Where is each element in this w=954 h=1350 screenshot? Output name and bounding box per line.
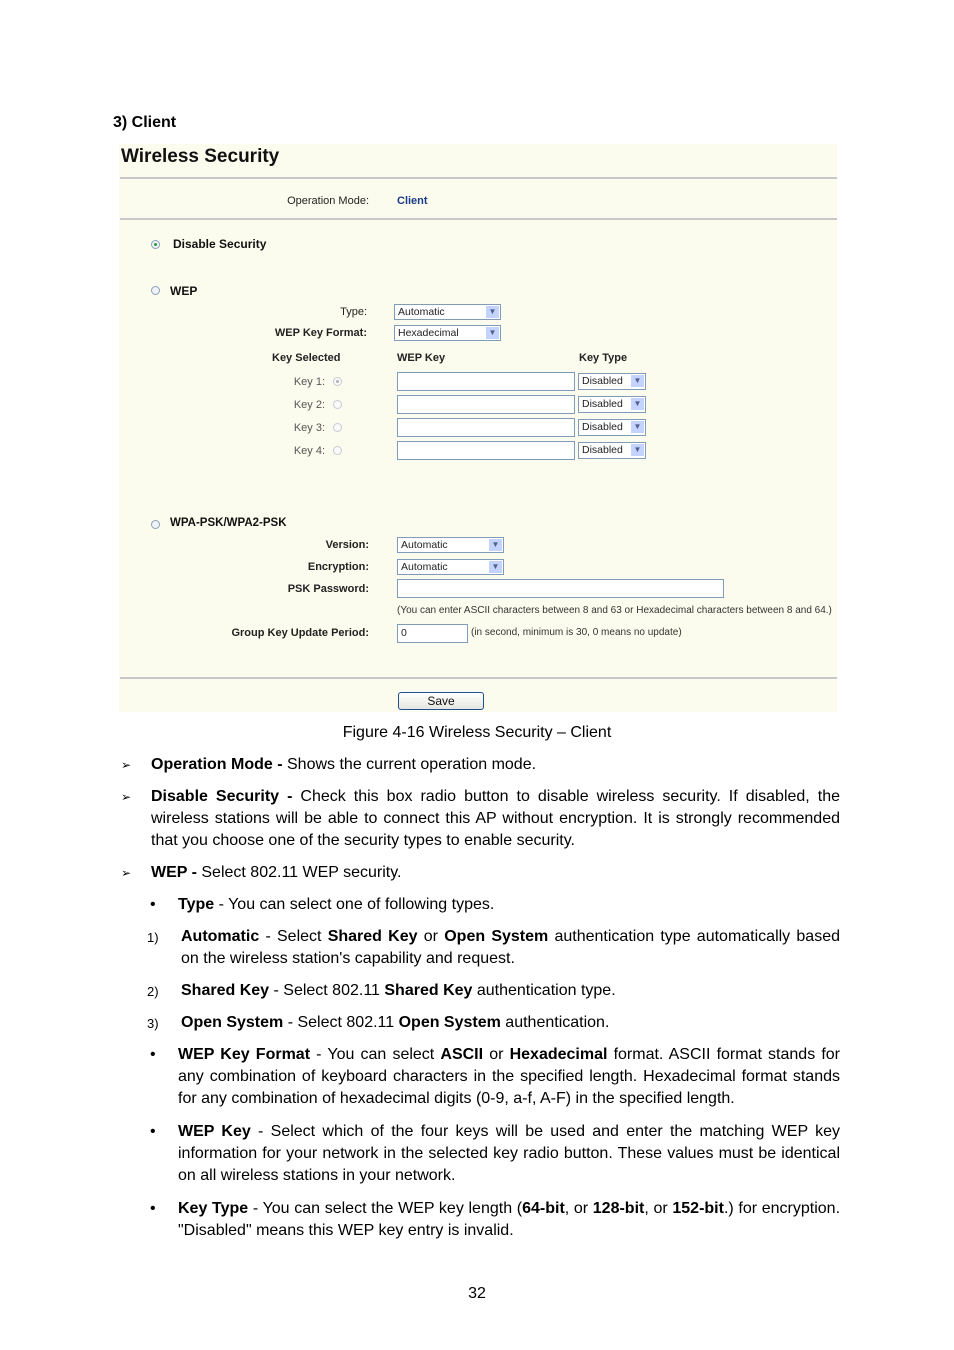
key-4-radio[interactable] bbox=[333, 446, 342, 455]
bullet-disable-security: Disable Security - Check this box radio button to disable wireless security. If disabled, the wireless stations will be able to connect this AP without encryption. It is strongly recommended that you choose one of the security types to enable security. bbox=[151, 788, 840, 849]
col-key-selected: Key Selected bbox=[272, 352, 341, 364]
chevron-down-icon: ▼ bbox=[489, 539, 502, 551]
panel-title: Wireless Security bbox=[121, 146, 280, 167]
wep-type-select[interactable] bbox=[394, 304, 501, 320]
wpa-encryption-value: Automatic bbox=[401, 561, 448, 573]
disable-security-radio[interactable] bbox=[151, 240, 160, 249]
operation-mode-value: Client bbox=[397, 195, 428, 207]
psk-password-label: PSK Password: bbox=[287, 583, 369, 595]
arrow-bullet-icon: ➢ bbox=[121, 758, 132, 772]
wep-radio[interactable] bbox=[151, 286, 160, 295]
key-1-label: Key 1: bbox=[293, 376, 325, 388]
bullet-operation-mode: Operation Mode - Shows the current operation mode. bbox=[151, 756, 537, 773]
section-heading: 3) Client bbox=[113, 114, 177, 131]
arrow-bullet-icon: ➢ bbox=[121, 790, 132, 804]
wpa-version-label: Version: bbox=[325, 539, 369, 551]
number-marker: 3) bbox=[147, 1016, 159, 1031]
sub-bullet-key-type: Key Type - You can select the WEP key length (64-bit, or 128-bit, or 152-bit.) for encryption. "Disabled" means this WEP key entry is invalid. bbox=[178, 1200, 841, 1239]
key-2-type-select[interactable] bbox=[578, 396, 646, 413]
group-key-update-label: Group Key Update Period: bbox=[231, 627, 369, 639]
key-3-label: Key 3: bbox=[293, 422, 325, 434]
chevron-down-icon: ▼ bbox=[631, 375, 644, 387]
key-2-label: Key 2: bbox=[293, 399, 325, 411]
chevron-down-icon: ▼ bbox=[631, 444, 644, 456]
key-1-type-select[interactable] bbox=[578, 373, 646, 390]
chevron-down-icon: ▼ bbox=[631, 421, 644, 433]
numbered-item-open-system: Open System - Select 802.11 Open System authentication. bbox=[181, 1014, 610, 1031]
group-key-update-hint: (in second, minimum is 30, 0 means no update) bbox=[471, 627, 682, 638]
chevron-down-icon: ▼ bbox=[486, 327, 499, 339]
wireless-security-panel bbox=[119, 144, 837, 712]
sub-bullet-wep-key: WEP Key - Select which of the four keys will be used and enter the matching WEP key information for your network in the selected key radio button. These values must be identical on all wireless stations in your network. bbox=[178, 1123, 840, 1184]
key-3-type-select[interactable] bbox=[578, 419, 646, 436]
dot-bullet-icon: • bbox=[150, 1123, 156, 1140]
key-3-input[interactable] bbox=[397, 418, 575, 437]
chevron-down-icon: ▼ bbox=[486, 306, 499, 318]
number-marker: 1) bbox=[147, 930, 159, 945]
chevron-down-icon: ▼ bbox=[489, 561, 502, 573]
wep-type-label: Type: bbox=[340, 306, 367, 318]
sub-bullet-key-format: WEP Key Format - You can select ASCII or Hexadecimal format. ASCII format stands for any combination of keyboard characters in the specified length. Hexadecimal format stands for any combination of hexadecimal digits (0-9, a-f, A-F) in the specified length. bbox=[178, 1046, 841, 1107]
numbered-item-shared-key: Shared Key - Select 802.11 Shared Key authentication type. bbox=[181, 982, 616, 999]
key-2-radio[interactable] bbox=[333, 400, 342, 409]
key-1-input[interactable] bbox=[397, 372, 575, 391]
key-1-type-value: Disabled bbox=[582, 375, 623, 387]
key-3-type-value: Disabled bbox=[582, 421, 623, 433]
disable-security-label: Disable Security bbox=[173, 237, 267, 251]
sub-bullet-type: Type - You can select one of following types. bbox=[178, 896, 495, 913]
wpa-encryption-label: Encryption: bbox=[307, 561, 369, 573]
divider bbox=[120, 677, 837, 679]
wep-key-format-label: WEP Key Format: bbox=[274, 327, 367, 339]
arrow-bullet-icon: ➢ bbox=[121, 866, 132, 880]
wep-key-format-select[interactable] bbox=[394, 325, 501, 341]
key-3-radio[interactable] bbox=[333, 423, 342, 432]
dot-bullet-icon: • bbox=[150, 1046, 156, 1063]
key-4-type-select[interactable] bbox=[578, 442, 646, 459]
psk-password-input[interactable] bbox=[397, 579, 724, 598]
operation-mode-label: Operation Mode: bbox=[287, 195, 369, 207]
wpa-version-select[interactable] bbox=[397, 537, 504, 553]
col-key-type: Key Type bbox=[579, 352, 628, 364]
wep-label: WEP bbox=[170, 284, 198, 298]
col-wep-key: WEP Key bbox=[397, 352, 446, 364]
divider bbox=[120, 177, 837, 179]
number-marker: 2) bbox=[147, 984, 159, 999]
numbered-item-automatic: Automatic - Select Shared Key or Open System authentication type automatically based on the wireless station's capability and request. bbox=[181, 928, 841, 967]
key-1-radio[interactable] bbox=[333, 377, 342, 386]
chevron-down-icon: ▼ bbox=[631, 398, 644, 410]
save-button[interactable]: Save bbox=[398, 692, 484, 710]
divider bbox=[120, 218, 837, 220]
wpa-version-value: Automatic bbox=[401, 539, 448, 551]
wpa-encryption-select[interactable] bbox=[397, 559, 504, 575]
key-4-label: Key 4: bbox=[293, 445, 325, 457]
dot-bullet-icon: • bbox=[150, 896, 156, 913]
key-4-type-value: Disabled bbox=[582, 444, 623, 456]
key-2-type-value: Disabled bbox=[582, 398, 623, 410]
key-4-input[interactable] bbox=[397, 441, 575, 460]
group-key-update-input[interactable]: 0 bbox=[397, 624, 468, 643]
wep-key-format-value: Hexadecimal bbox=[398, 327, 459, 339]
dot-bullet-icon: • bbox=[150, 1200, 156, 1217]
psk-password-hint: (You can enter ASCII characters between 8 and 63 or Hexadecimal characters between 8 and 64.) bbox=[397, 605, 832, 616]
bullet-wep: WEP - Select 802.11 WEP security. bbox=[151, 864, 402, 881]
wpa-psk-label: WPA-PSK/WPA2-PSK bbox=[170, 517, 287, 529]
wpa-psk-radio[interactable] bbox=[151, 520, 160, 529]
key-2-input[interactable] bbox=[397, 395, 575, 414]
page-number: 32 bbox=[468, 1285, 486, 1302]
figure-caption: Figure 4-16 Wireless Security – Client bbox=[342, 724, 612, 741]
wep-type-value: Automatic bbox=[398, 306, 445, 318]
